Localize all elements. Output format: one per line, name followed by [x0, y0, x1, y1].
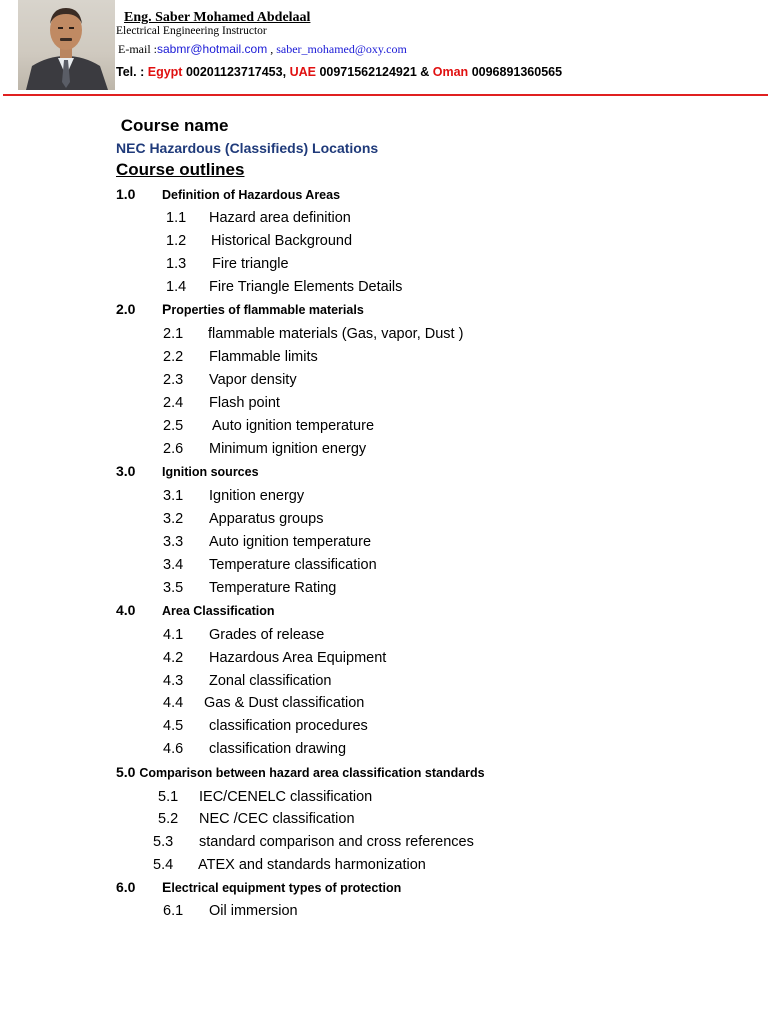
course-outlines-heading: Course outlines: [116, 160, 245, 179]
item-text: classification drawing: [209, 741, 347, 757]
country-oman: Oman: [432, 65, 469, 79]
item-text: Flash point: [209, 395, 280, 411]
item-number: 2.2: [163, 349, 184, 365]
item-number: 1.2: [166, 233, 187, 249]
item-text: Auto ignition temperature: [209, 534, 372, 550]
item-text: flammable materials (Gas, vapor, Dust ): [208, 326, 464, 342]
item-number: 2.6: [163, 441, 184, 457]
item-text: Ignition energy: [209, 488, 305, 504]
item-number: 2.5: [163, 418, 184, 434]
item-text: Auto ignition temperature: [212, 418, 375, 434]
phone-oman: 0096891360565: [471, 65, 563, 79]
item-text: Flammable limits: [209, 349, 318, 365]
item-text: Grades of release: [209, 627, 325, 643]
item-number: 2.1: [163, 326, 184, 342]
course-name-heading: [116, 116, 228, 136]
country-uae: UAE: [289, 65, 316, 79]
item-number: 2.4: [163, 395, 184, 411]
tel-label: Tel. :: [116, 65, 145, 79]
section-title-rest: roperties of flammable materials: [171, 303, 364, 317]
country-egypt: Egypt: [147, 65, 183, 79]
phone-uae: 00971562124921 &: [319, 65, 430, 79]
section-title: [162, 879, 401, 895]
item-text: Gas & Dust classification: [204, 695, 365, 711]
item-number: 3.2: [163, 511, 184, 527]
item-text: Temperature Rating: [209, 580, 337, 596]
item-number: 5.3: [153, 834, 174, 850]
item-number: 5.2: [158, 811, 179, 827]
email-link-oxy[interactable]: saber_mohamed@oxy.com: [276, 42, 407, 56]
item-text: classification procedures: [209, 718, 368, 734]
email-separator: :: [153, 42, 157, 56]
section-number: 1.0: [116, 186, 136, 202]
author-name: Eng. Saber Mohamed Abdelaal: [124, 10, 311, 25]
section-title: Definition of Hazardous Areas: [162, 188, 341, 202]
section-number: 5.0: [116, 764, 136, 780]
section-title: Comparison between hazard area classification standards: [139, 766, 485, 780]
item-text: Fire triangle: [212, 256, 289, 272]
course-title: NEC Hazardous (Classifieds) Locations: [116, 140, 379, 156]
section-heading: [116, 764, 485, 780]
item-number: 4.3: [163, 673, 184, 689]
item-number: 4.5: [163, 718, 184, 734]
email-link-hotmail[interactable]: sabmr@hotmail.com: [157, 42, 268, 56]
item-text: Vapor density: [209, 372, 297, 388]
section-title-rest: lectrical equipment types of protection: [171, 881, 402, 895]
item-text: Fire Triangle Elements Details: [209, 279, 403, 295]
item-number: 1.3: [166, 256, 187, 272]
item-text: Apparatus groups: [209, 511, 324, 527]
item-number: 3.4: [163, 557, 184, 573]
item-text: ATEX and standards harmonization: [198, 857, 426, 873]
item-number: 4.6: [163, 741, 184, 757]
profile-photo: [18, 0, 115, 90]
item-text: Temperature classification: [209, 557, 377, 573]
email-label: E-mail: [118, 42, 151, 56]
phone-egypt: 00201123717453,: [185, 65, 287, 79]
item-text: Zonal classification: [209, 673, 332, 689]
item-text: Hazard area definition: [209, 210, 351, 226]
telephone-line: [116, 65, 562, 79]
author-role: Electrical Engineering Instructor: [116, 25, 267, 37]
section-number: 6.0: [116, 879, 136, 895]
email-join: ,: [270, 42, 274, 56]
item-number: 4.2: [163, 650, 184, 666]
item-text: standard comparison and cross references: [199, 834, 474, 850]
header-divider: [3, 94, 768, 96]
item-number: 1.1: [166, 210, 187, 226]
item-number: 5.1: [158, 789, 179, 805]
item-number: 2.3: [163, 372, 184, 388]
course-name-label: Course name: [120, 116, 229, 135]
section-title: Area Classification: [162, 604, 275, 618]
section-title: Ignition sources: [162, 465, 259, 479]
item-text: Oil immersion: [209, 903, 298, 919]
item-text: IEC/CENELC classification: [199, 789, 373, 805]
section-title-initial: P: [162, 301, 172, 317]
item-number: 3.1: [163, 488, 184, 504]
item-text: NEC /CEC classification: [199, 811, 355, 827]
item-number: 5.4: [153, 857, 174, 873]
section-number: 3.0: [116, 463, 136, 479]
item-text: Hazardous Area Equipment: [209, 650, 387, 666]
item-number: 1.4: [166, 279, 187, 295]
item-text: Minimum ignition energy: [209, 441, 367, 457]
section-number: 4.0: [116, 602, 136, 618]
item-number: 6.1: [163, 903, 184, 919]
item-number: 4.1: [163, 627, 184, 643]
item-text: Historical Background: [211, 233, 353, 249]
section-number: 2.0: [116, 301, 136, 317]
item-number: 4.4: [163, 695, 184, 711]
item-number: 3.3: [163, 534, 184, 550]
item-number: 3.5: [163, 580, 184, 596]
section-title: [162, 301, 364, 317]
section-title-initial: E: [162, 879, 172, 895]
email-line: [118, 42, 407, 57]
